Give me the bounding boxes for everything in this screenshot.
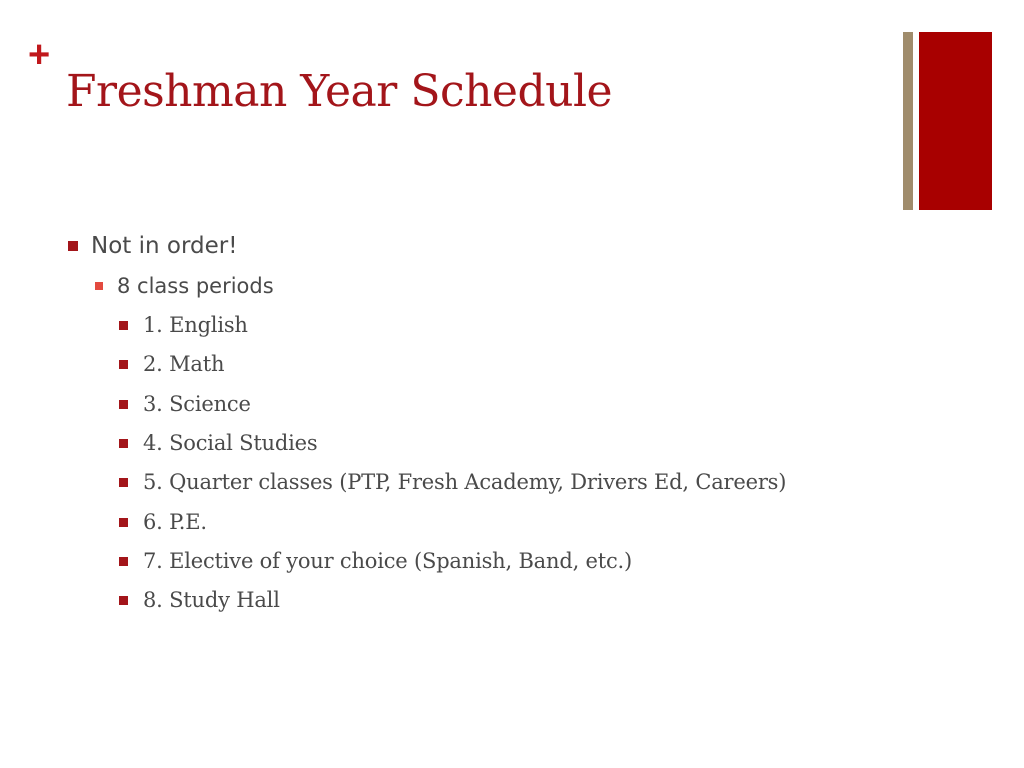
accent-block-red (919, 32, 992, 210)
accent-bar-tan (903, 32, 913, 210)
bullet-text: 8 class periods (117, 274, 274, 298)
square-bullet-icon (95, 282, 103, 290)
class-item-text: 1. English (143, 313, 248, 337)
class-item-text: 7. Elective of your choice (Spanish, Band, etc.) (143, 549, 633, 573)
square-bullet-icon (68, 241, 78, 251)
class-item-text: 8. Study Hall (143, 588, 280, 612)
class-item-english (119, 309, 248, 341)
class-item-text: 6. P.E. (143, 510, 207, 534)
square-bullet-icon (119, 596, 128, 605)
class-item-elective (119, 545, 632, 577)
class-item-math (119, 348, 224, 380)
class-item-text: 4. Social Studies (143, 431, 318, 455)
class-item-social-studies (119, 427, 317, 459)
square-bullet-icon (119, 439, 128, 448)
bullet-not-in-order (68, 229, 237, 263)
class-item-text: 5. Quarter classes (PTP, Fresh Academy, Drivers Ed, Careers) (143, 470, 787, 494)
class-item-text: 3. Science (143, 392, 251, 416)
square-bullet-icon (119, 321, 128, 330)
class-item-science (119, 388, 251, 420)
plus-decoration: + (28, 34, 51, 76)
square-bullet-icon (119, 557, 128, 566)
square-bullet-icon (119, 518, 128, 527)
bullet-text: Not in order! (91, 233, 238, 259)
class-item-quarter-classes (119, 466, 786, 498)
square-bullet-icon (119, 400, 128, 409)
class-item-pe (119, 506, 207, 538)
slide-title: Freshman Year Schedule (66, 66, 613, 117)
class-item-study-hall (119, 584, 280, 616)
class-item-text: 2. Math (143, 352, 225, 376)
square-bullet-icon (119, 478, 128, 487)
bullet-class-periods (95, 271, 274, 301)
square-bullet-icon (119, 360, 128, 369)
